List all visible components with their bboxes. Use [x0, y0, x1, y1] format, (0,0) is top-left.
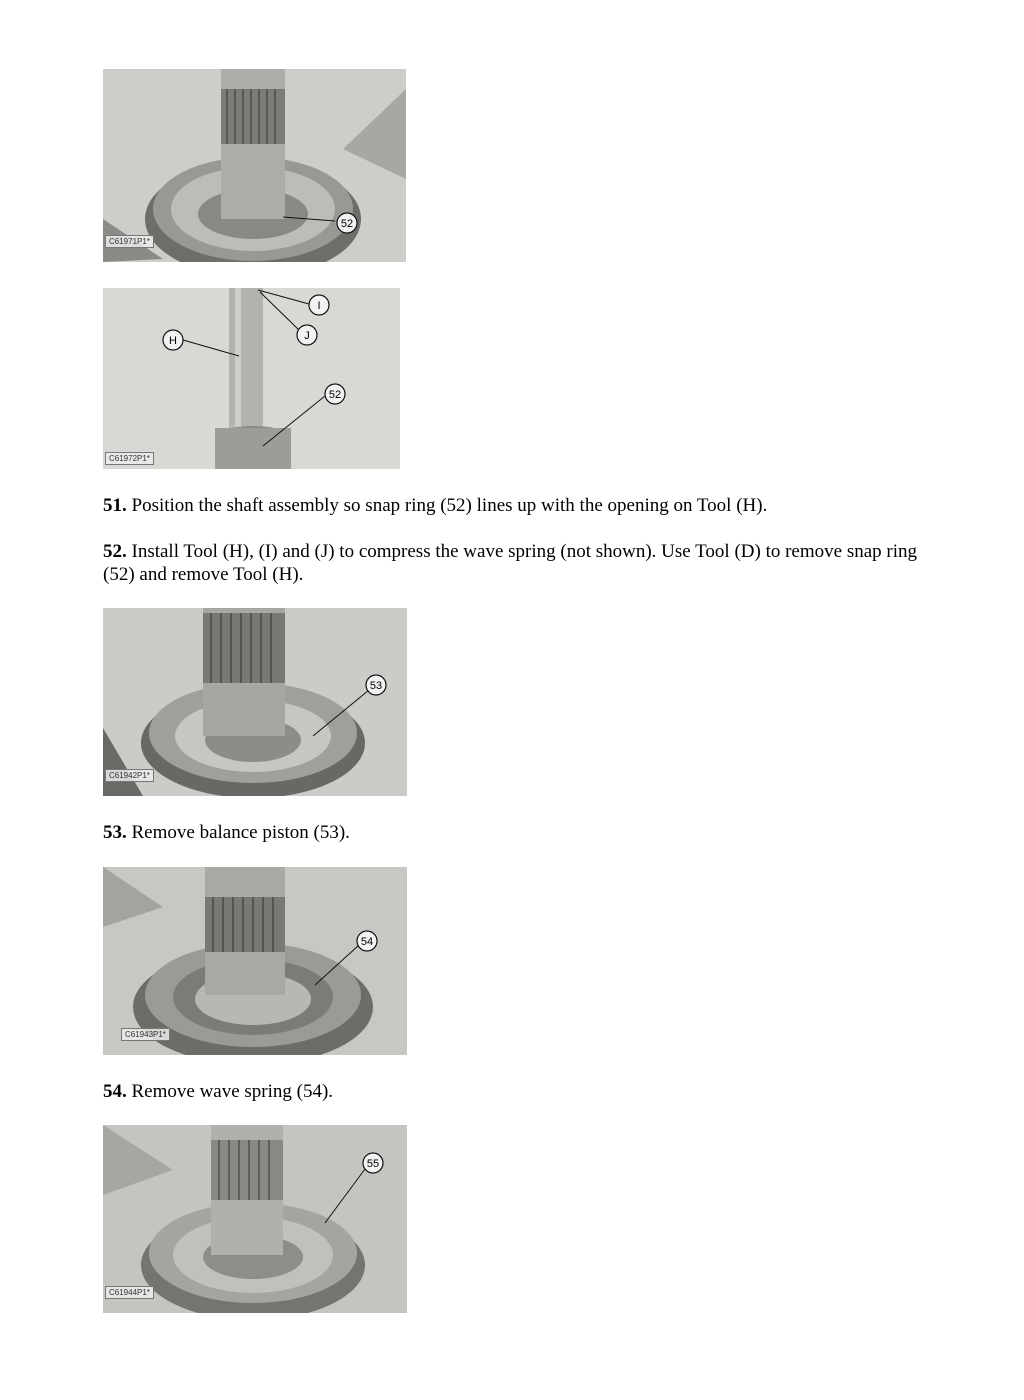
callout-label: I [317, 300, 321, 312]
step-51 [103, 494, 923, 517]
callout-label: H [169, 335, 177, 347]
step-number: 52. [103, 541, 127, 562]
figure-id-label: C61971P1* [105, 235, 154, 248]
balance-piston-illustration [103, 608, 407, 796]
shaft-assembly-illustration [103, 69, 406, 262]
step-52 [103, 540, 923, 586]
photo-figure-2 [103, 288, 400, 469]
callout-label: 52 [340, 218, 354, 230]
tool-illustration [103, 288, 400, 469]
figure-id-label: C61942P1* [105, 769, 154, 782]
callout-label: 52 [328, 389, 342, 401]
callout-label: 55 [366, 1158, 380, 1170]
callout-label: 53 [369, 680, 383, 692]
figure-id-label: C61944P1* [105, 1286, 154, 1299]
figure-id-label: C61943P1* [121, 1028, 170, 1041]
step-text: Install Tool (H), (I) and (J) to compress the wave spring (not shown). Use Tool (D) to remove snap ring (52) and remove Tool (H). [103, 541, 918, 585]
step-number: 54. [103, 1081, 127, 1102]
step-text: Remove balance piston (53). [131, 822, 350, 843]
step-54 [103, 1080, 923, 1103]
clutch-housing-illustration [103, 1125, 407, 1313]
callout-label: J [304, 330, 310, 342]
step-text: Remove wave spring (54). [131, 1081, 334, 1102]
photo-figure-4 [103, 867, 407, 1055]
figure-id-label: C61972P1* [105, 452, 154, 465]
step-number: 51. [103, 495, 127, 516]
photo-figure-5 [103, 1125, 407, 1313]
photo-figure-1 [103, 69, 406, 262]
step-text: Position the shaft assembly so snap ring (52) lines up with the opening on Tool (H). [131, 495, 768, 516]
wave-spring-illustration [103, 867, 407, 1055]
step-number: 53. [103, 822, 127, 843]
callout-label: 54 [360, 936, 374, 948]
step-53 [103, 821, 923, 844]
photo-figure-3 [103, 608, 407, 796]
